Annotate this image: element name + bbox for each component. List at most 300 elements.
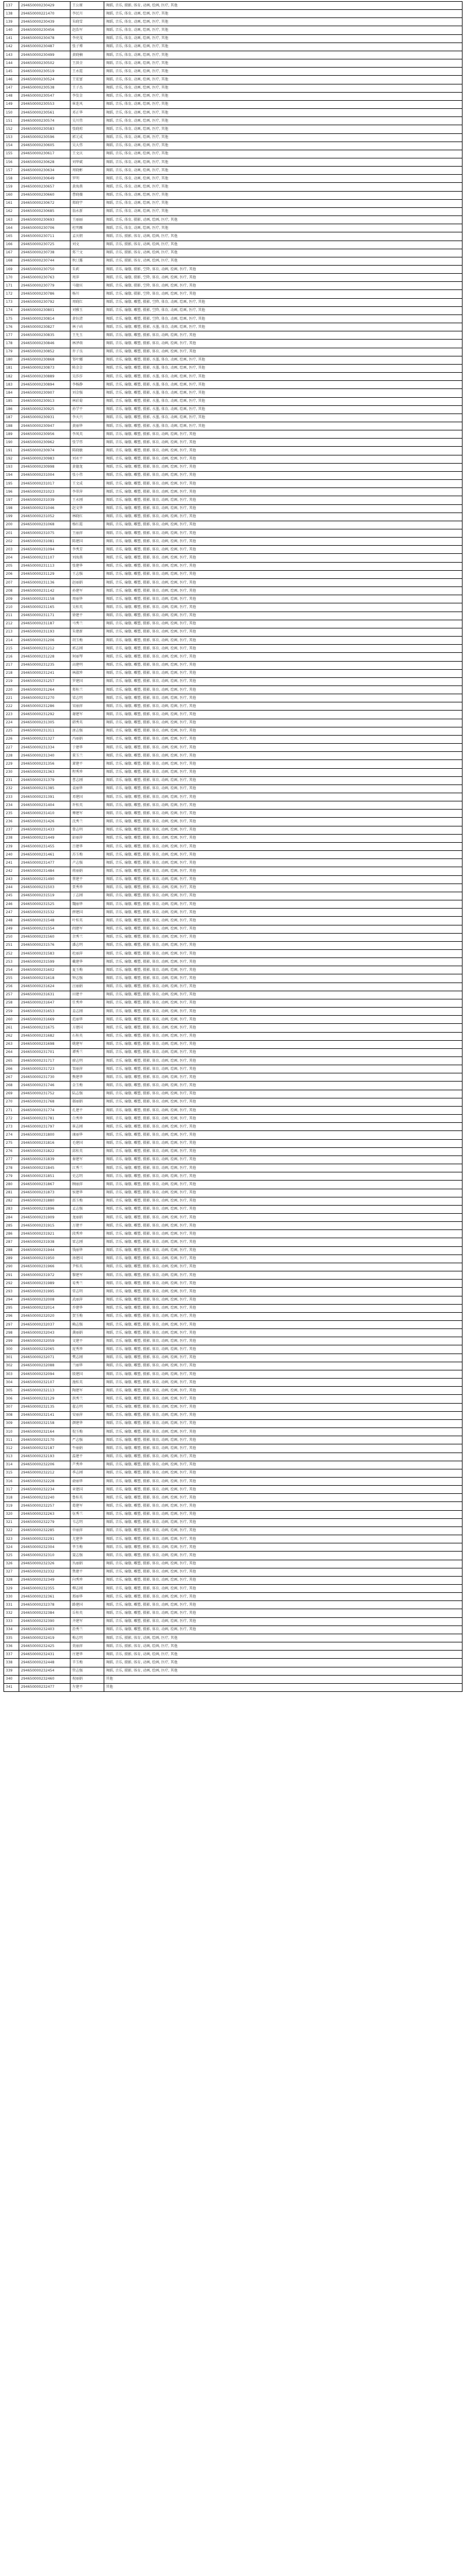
row-index-cell: 205 [4,562,19,570]
row-index-cell: 160 [4,191,19,199]
name-cell: 钱丽华 [70,1246,104,1255]
table-row [4,397,463,405]
id-number-cell: 294650000230931 [19,414,70,422]
id-number-cell: 294650000232014 [19,1304,70,1312]
table-row [4,645,463,653]
row-index-cell: 146 [4,76,19,84]
row-index-cell: 218 [4,669,19,677]
name-cell: 万建平 [70,1222,104,1230]
id-number-cell: 294650000230814 [19,315,70,323]
row-index-cell: 140 [4,26,19,34]
subjects-cell: 舞蹈, 音乐, 瑜伽, 雕塑, 摄影, 空降, 体育, 动画, 绘画, 医疗, 其他 [104,298,463,306]
subjects-cell: 舞蹈, 音乐, 瑜伽, 雕塑, 摄影, 体育, 动画, 绘画, 医疗, 其他 [104,694,463,702]
row-index-cell: 294 [4,1296,19,1304]
row-index-cell: 243 [4,875,19,884]
table-row [4,1230,463,1238]
id-number-cell: 294650000231171 [19,612,70,620]
subjects-cell: 舞蹈, 音乐, 瑜伽, 雕塑, 摄影, 体育, 动画, 绘画, 医疗, 其他 [104,875,463,884]
row-index-cell: 340 [4,1675,19,1683]
table-row [4,1304,463,1312]
id-number-cell: 294650000231356 [19,760,70,768]
table-row [4,810,463,818]
table-row [4,562,463,570]
table-row [4,1486,463,1494]
row-index-cell: 333 [4,1617,19,1626]
id-number-cell: 294650000231075 [19,529,70,538]
row-index-cell: 309 [4,1419,19,1427]
id-number-cell: 294650000230792 [19,298,70,306]
table-row [4,983,463,991]
table-row [4,1263,463,1271]
subjects-cell: 舞蹈, 音乐, 瑜伽, 雕塑, 摄影, 体育, 动画, 绘画, 医疗, 其他 [104,340,463,348]
name-cell: 焦建平 [70,1568,104,1576]
table-row [4,793,463,801]
id-number-cell: 294650000232384 [19,1609,70,1617]
row-index-cell: 234 [4,801,19,810]
row-index-cell: 213 [4,628,19,636]
name-cell: 朱晓雪 [70,18,104,26]
row-index-cell: 186 [4,405,19,414]
row-index-cell: 270 [4,1098,19,1106]
name-cell: 谭秀兰 [70,1048,104,1056]
name-cell: 兰丽华 [70,1362,104,1370]
subjects-cell: 舞蹈, 音乐, 瑜伽, 雕塑, 摄影, 体育, 动画, 绘画, 医疗, 其他 [104,925,463,933]
name-cell: 罗明 [70,175,104,183]
row-index-cell: 305 [4,1387,19,1395]
table-row [4,1024,463,1032]
name-cell: 洪秀兰 [70,1395,104,1403]
id-number-cell: 294650000231264 [19,685,70,694]
id-number-cell: 294650000231292 [19,711,70,719]
subjects-cell: 舞蹈, 音乐, 瑜伽, 雕塑, 摄影, 体育, 动画, 绘画, 医疗, 其他 [104,1535,463,1543]
name-cell: 王永霞 [70,68,104,76]
row-index-cell: 255 [4,974,19,983]
row-index-cell: 336 [4,1642,19,1651]
id-number-cell: 294650000232425 [19,1642,70,1651]
name-cell: 周晓红 [70,298,104,306]
name-cell: 邢丽华 [70,1593,104,1601]
id-number-cell: 294650000231730 [19,1073,70,1082]
row-index-cell: 258 [4,999,19,1007]
id-number-cell: 294650000232206 [19,1461,70,1469]
subjects-cell: 舞蹈, 音乐, 瑜伽, 雕塑, 摄影, 体育, 动画, 绘画, 医疗, 其他 [104,1552,463,1560]
name-cell: 石桂英 [70,1032,104,1040]
row-index-cell: 319 [4,1502,19,1510]
subjects-cell: 舞蹈, 音乐, 瑜伽, 雕塑, 摄影, 体育, 动画, 绘画, 医疗, 其他 [104,949,463,957]
subjects-cell: 舞蹈, 音乐, 瑜伽, 雕塑, 摄影, 体育, 动画, 绘画, 医疗, 其他 [104,595,463,603]
name-cell: 汪丽娟 [70,983,104,991]
table-row [4,1428,463,1436]
subjects-cell: 舞蹈, 音乐, 瑜伽, 雕塑, 摄影, 体育, 动画, 绘画, 医疗, 其他 [104,1436,463,1444]
row-index-cell: 307 [4,1403,19,1411]
name-cell: 卢志强 [70,859,104,867]
roster-table [3,1,463,1692]
id-number-cell: 294650000230801 [19,306,70,315]
row-index-cell: 236 [4,818,19,826]
row-index-cell: 165 [4,232,19,241]
table-row [4,26,463,34]
row-index-cell: 277 [4,1156,19,1164]
name-cell: 陶建军 [70,1387,104,1395]
table-row [4,1370,463,1378]
name-cell: 陈建国 [70,538,104,546]
name-cell: 王允玉 [70,331,104,340]
id-number-cell: 294650000232234 [19,1486,70,1494]
name-cell: 赖志强 [70,1321,104,1329]
id-number-cell: 294650000232378 [19,1601,70,1609]
subjects-cell: 舞蹈, 音乐, 瑜伽, 雕塑, 摄影, 体育, 动画, 绘画, 医疗, 其他 [104,447,463,455]
subjects-cell: 舞蹈, 音乐, 瑜伽, 雕塑, 摄影, 体育, 动画, 绘画, 医疗, 其他 [104,1246,463,1255]
id-number-cell: 294650000232020 [19,1312,70,1320]
row-index-cell: 144 [4,59,19,68]
id-number-cell: 294650000230596 [19,133,70,142]
subjects-cell: 舞蹈, 音乐, 体育, 动画, 绘画, 医疗, 其他 [104,18,463,26]
row-index-cell: 330 [4,1593,19,1601]
name-cell: 廖志明 [70,1057,104,1065]
id-number-cell: 294650000230649 [19,175,70,183]
row-index-cell: 297 [4,1321,19,1329]
name-cell: 郑兰文 [70,249,104,257]
name-cell: 袁丽华 [70,785,104,793]
table-row [4,801,463,810]
id-number-cell: 294650000232088 [19,1362,70,1370]
id-number-cell: 294650000232477 [19,1683,70,1691]
id-number-cell: 294650000231938 [19,1238,70,1246]
id-number-cell: 294650000231909 [19,1213,70,1221]
subjects-cell: 舞蹈, 音乐, 体育, 动画, 绘画, 医疗, 其他 [104,84,463,92]
subjects-cell: 舞蹈, 音乐, 瑜伽, 雕塑, 摄影, 体育, 动画, 绘画, 医疗, 其他 [104,677,463,685]
subjects-cell: 舞蹈, 音乐, 瑜伽, 雕塑, 摄影, 体育, 动画, 绘画, 医疗, 其他 [104,1461,463,1469]
row-index-cell: 275 [4,1139,19,1147]
id-number-cell: 294650000230947 [19,422,70,430]
id-number-cell: 294650000231944 [19,1246,70,1255]
table-row [4,1609,463,1617]
subjects-cell: 舞蹈, 音乐, 瑜伽, 雕塑, 摄影, 体育, 动画, 绘画, 医疗, 其他 [104,1255,463,1263]
subjects-cell: 舞蹈, 音乐, 瑜伽, 雕塑, 摄影, 体育, 动画, 绘画, 医疗, 其他 [104,1197,463,1205]
subjects-cell: 舞蹈, 音乐, 瑜伽, 雕塑, 摄影, 体育, 动画, 绘画, 医疗, 其他 [104,1280,463,1288]
table-row [4,760,463,768]
subjects-cell: 舞蹈, 音乐, 瑜伽, 雕塑, 摄影, 体育, 动画, 绘画, 医疗, 其他 [104,1032,463,1040]
table-row [4,867,463,875]
row-index-cell: 212 [4,620,19,628]
subjects-cell: 舞蹈, 音乐, 瑜伽, 雕塑, 摄影, 体育, 动画, 绘画, 医疗, 其他 [104,1526,463,1535]
name-cell: 李天兴 [70,414,104,422]
table-row [4,232,463,241]
table-row [4,298,463,306]
subjects-cell: 舞蹈, 音乐, 瑜伽, 雕塑, 摄影, 体育, 动画, 绘画, 医疗, 其他 [104,1040,463,1048]
id-number-cell: 294650000230672 [19,199,70,207]
id-number-cell: 294650000232279 [19,1518,70,1526]
id-number-cell: 294650000232448 [19,1659,70,1667]
row-index-cell: 206 [4,570,19,578]
id-number-cell: 294650000232059 [19,1337,70,1345]
name-cell: 谢建军 [70,711,104,719]
id-number-cell: 294650000231519 [19,892,70,900]
row-index-cell: 254 [4,966,19,974]
table-row [4,991,463,999]
table-row [4,68,463,76]
row-index-cell: 335 [4,1634,19,1642]
name-cell: 黄丽华 [70,422,104,430]
subjects-cell: 舞蹈, 音乐, 瑜伽, 雕塑, 摄影, 体育, 动画, 绘画, 医疗, 其他 [104,842,463,850]
table-row [4,677,463,685]
row-index-cell: 293 [4,1288,19,1296]
name-cell: 彭丽萍 [70,834,104,842]
id-number-cell: 294650000232037 [19,1321,70,1329]
name-cell: 陈金金 [70,364,104,372]
name-cell: 秦建军 [70,1156,104,1164]
table-row [4,1090,463,1098]
name-cell: 高建明 [70,661,104,669]
subjects-cell: 舞蹈, 音乐, 瑜伽, 雕塑, 摄影, 体育, 动画, 绘画, 医疗, 其他 [104,974,463,983]
table-row [4,389,463,397]
subjects-cell: 舞蹈, 音乐, 体育, 动画, 绘画, 医疗, 其他 [104,224,463,232]
name-cell: 段秀珍 [70,1230,104,1238]
table-row [4,1395,463,1403]
name-cell: 张子博 [70,43,104,51]
row-index-cell: 263 [4,1040,19,1048]
row-index-cell: 179 [4,348,19,356]
name-cell: 郑晓宇 [70,199,104,207]
subjects-cell: 舞蹈, 音乐, 瑜伽, 雕塑, 摄影, 体育, 动画, 绘画, 医疗, 其他 [104,1024,463,1032]
name-cell: 龚丽娟 [70,1329,104,1337]
row-index-cell: 317 [4,1486,19,1494]
subjects-cell: 舞蹈, 音乐, 瑜伽, 雕塑, 摄影, 体育, 动画, 绘画, 医疗, 其他 [104,1403,463,1411]
row-index-cell: 158 [4,175,19,183]
subjects-cell: 舞蹈, 音乐, 摄影, 体育, 动画, 绘画, 医疗, 其他 [104,249,463,257]
row-index-cell: 157 [4,167,19,175]
name-cell: 伍秀兰 [70,1510,104,1518]
row-index-cell: 296 [4,1312,19,1320]
name-cell: 齐建军 [70,1617,104,1626]
table-row [4,1526,463,1535]
name-cell: 王文成 [70,480,104,488]
subjects-cell: 舞蹈, 音乐, 体育, 动画, 绘画, 医疗, 其他 [104,100,463,108]
id-number-cell: 294650000231023 [19,488,70,496]
subjects-cell: 舞蹈, 音乐, 瑜伽, 雕塑, 摄影, 空降, 体育, 动画, 绘画, 医疗, 其他 [104,315,463,323]
table-row [4,290,463,298]
table-row [4,892,463,900]
id-number-cell: 294650000230538 [19,84,70,92]
subjects-cell: 舞蹈, 音乐, 瑜伽, 雕塑, 摄影, 体育, 动画, 绘画, 医疗, 其他 [104,1510,463,1518]
row-index-cell: 210 [4,603,19,612]
table-row [4,92,463,100]
subjects-cell: 舞蹈, 音乐, 瑜伽, 雕塑, 摄影, 体育, 动画, 绘画, 医疗, 其他 [104,685,463,694]
id-number-cell: 294650000231158 [19,595,70,603]
row-index-cell: 223 [4,711,19,719]
name-cell: 颜建华 [70,1419,104,1427]
id-number-cell: 294650000232065 [19,1345,70,1354]
id-number-cell: 294650000231781 [19,1115,70,1123]
name-cell: 陆志强 [70,1090,104,1098]
id-number-cell: 294650000232113 [19,1387,70,1395]
id-number-cell: 294650000232349 [19,1576,70,1584]
id-number-cell: 294650000231972 [19,1271,70,1280]
name-cell: 温建平 [70,1453,104,1461]
id-number-cell: 294650000231305 [19,719,70,727]
subjects-cell: 舞蹈, 音乐, 瑜伽, 雕塑, 摄影, 体育, 动画, 绘画, 医疗, 其他 [104,859,463,867]
name-cell: 李秀芳 [70,546,104,554]
id-number-cell: 294650000230657 [19,183,70,191]
table-row [4,455,463,463]
table-row [4,999,463,1007]
table-row [4,1518,463,1526]
name-cell: 许子良 [70,348,104,356]
id-number-cell: 294650000231624 [19,983,70,991]
table-row [4,76,463,84]
subjects-cell: 舞蹈, 音乐, 瑜伽, 雕塑, 摄影, 体育, 动画, 绘画, 医疗, 其他 [104,1486,463,1494]
id-number-cell: 294650000232285 [19,1526,70,1535]
id-number-cell: 294650000230605 [19,142,70,150]
name-cell: 王志强 [70,570,104,578]
subjects-cell: 舞蹈, 音乐, 瑜伽, 雕塑, 摄影, 体育, 动画, 绘画, 医疗, 其他 [104,900,463,909]
name-cell: 王洪全 [70,59,104,68]
subjects-cell: 舞蹈, 音乐, 瑜伽, 雕塑, 摄影, 体育, 动画, 绘画, 医疗, 其他 [104,455,463,463]
table-row [4,1461,463,1469]
row-index-cell: 312 [4,1444,19,1453]
id-number-cell: 294650000232291 [19,1535,70,1543]
subjects-cell: 舞蹈, 音乐, 摄影, 体育, 动画, 绘画, 医疗, 其他 [104,232,463,241]
id-number-cell: 294650000232228 [19,1477,70,1485]
row-index-cell: 201 [4,529,19,538]
table-row [4,1321,463,1329]
id-number-cell: 294650000231618 [19,974,70,983]
id-number-cell: 294650000230827 [19,323,70,331]
table-row [4,587,463,595]
id-number-cell: 294650000232403 [19,1626,70,1634]
name-cell: 马德宾 [70,282,104,290]
subjects-cell: 舞蹈, 音乐, 瑜伽, 雕塑, 摄影, 水墨, 体育, 动画, 绘画, 医疗, 其他 [104,381,463,389]
id-number-cell: 294650000232129 [19,1395,70,1403]
row-index-cell: 334 [4,1626,19,1634]
subjects-cell: 舞蹈, 音乐, 瑜伽, 雕塑, 摄影, 体育, 动画, 绘画, 医疗, 其他 [104,1082,463,1090]
row-index-cell: 327 [4,1568,19,1576]
row-index-cell: 211 [4,612,19,620]
name-cell: 王永刚 [70,496,104,504]
id-number-cell: 294650000232304 [19,1543,70,1552]
subjects-cell: 舞蹈, 音乐, 瑜伽, 雕塑, 摄影, 体育, 动画, 绘画, 医疗, 其他 [104,1156,463,1164]
id-number-cell: 294650000231701 [19,1048,70,1056]
table-row [4,859,463,867]
table-row [4,620,463,628]
subjects-cell: 舞蹈, 音乐, 瑜伽, 雕塑, 摄影, 体育, 动画, 绘画, 医疗, 其他 [104,744,463,752]
table-row [4,1345,463,1354]
row-index-cell: 253 [4,958,19,966]
subjects-cell: 舞蹈, 音乐, 瑜伽, 雕塑, 摄影, 体育, 动画, 绘画, 医疗, 其他 [104,1494,463,1502]
table-row [4,422,463,430]
id-number-cell: 294650000231995 [19,1288,70,1296]
table-row [4,1016,463,1024]
row-index-cell: 322 [4,1526,19,1535]
subjects-cell: 舞蹈, 音乐, 瑜伽, 雕塑, 摄影, 体育, 动画, 绘画, 医疗, 其他 [104,983,463,991]
table-row [4,496,463,504]
name-cell: 钟志强 [70,974,104,983]
subjects-cell: 舞蹈, 音乐, 瑜伽, 雕塑, 摄影, 体育, 动画, 绘画, 医疗, 其他 [104,578,463,586]
table-row [4,1568,463,1576]
row-index-cell: 170 [4,274,19,282]
row-index-cell: 290 [4,1263,19,1271]
table-row [4,241,463,249]
id-number-cell: 294650000231193 [19,628,70,636]
subjects-cell: 舞蹈, 音乐, 瑜伽, 雕塑, 摄影, 体育, 动画, 绘画, 医疗, 其他 [104,1238,463,1246]
name-cell: 孟庆朝 [70,232,104,241]
name-cell: 常志明 [70,1288,104,1296]
name-cell: 曾志明 [70,826,104,834]
table-row [4,925,463,933]
row-index-cell: 167 [4,249,19,257]
name-cell: 曹晓薇 [70,191,104,199]
table-row [4,381,463,389]
row-index-cell: 164 [4,224,19,232]
id-number-cell: 294650000230925 [19,405,70,414]
id-number-cell: 294650000231797 [19,1123,70,1131]
name-cell: 周丽华 [70,595,104,603]
subjects-cell: 舞蹈, 音乐, 瑜伽, 雕塑, 摄影, 体育, 动画, 绘画, 医疗, 其他 [104,776,463,785]
row-index-cell: 301 [4,1354,19,1362]
name-cell: 孙建军 [70,587,104,595]
table-row [4,785,463,793]
id-number-cell: 294650000231455 [19,842,70,850]
subjects-cell: 舞蹈, 音乐, 瑜伽, 雕塑, 摄影, 体育, 动画, 绘画, 医疗, 其他 [104,1568,463,1576]
name-cell: 李民川 [70,10,104,18]
row-index-cell: 227 [4,744,19,752]
subjects-cell: 舞蹈, 音乐, 瑜伽, 雕塑, 摄影, 体育, 动画, 绘画, 医疗, 其他 [104,1518,463,1526]
subjects-cell: 舞蹈, 音乐, 体育, 动画, 绘画, 医疗, 其他 [104,76,463,84]
subjects-cell: 舞蹈, 音乐, 瑜伽, 雕塑, 摄影, 体育, 动画, 绘画, 医疗, 其他 [104,892,463,900]
row-index-cell: 189 [4,430,19,439]
subjects-cell: 舞蹈, 音乐, 瑜伽, 雕塑, 摄影, 体育, 动画, 绘画, 医疗, 其他 [104,727,463,735]
table-row [4,1172,463,1181]
id-number-cell: 294650000231921 [19,1230,70,1238]
id-number-cell: 294650000232361 [19,1593,70,1601]
table-row [4,274,463,282]
subjects-cell: 舞蹈, 音乐, 瑜伽, 雕塑, 摄影, 体育, 动画, 绘画, 医疗, 其他 [104,1387,463,1395]
subjects-cell: 舞蹈, 音乐, 瑜伽, 雕塑, 摄影, 体育, 动画, 绘画, 医疗, 其他 [104,834,463,842]
row-index-cell: 320 [4,1510,19,1518]
name-cell: 易秀兰 [70,1280,104,1288]
id-number-cell: 294650000230502 [19,59,70,68]
row-index-cell: 272 [4,1115,19,1123]
name-cell: 范丽华 [70,1016,104,1024]
row-index-cell: 262 [4,1032,19,1040]
row-index-cell: 219 [4,677,19,685]
id-number-cell: 294650000232094 [19,1370,70,1378]
table-row [4,661,463,669]
id-number-cell: 294650000231816 [19,1139,70,1147]
id-number-cell: 294650000230478 [19,34,70,43]
id-number-cell: 294650000231334 [19,744,70,752]
id-number-cell: 294650000231228 [19,653,70,661]
name-cell: 王丽丽 [70,216,104,224]
subjects-cell: 舞蹈, 音乐, 瑜伽, 雕塑, 摄影, 体育, 动画, 绘画, 医疗, 其他 [104,851,463,859]
id-number-cell: 294650000231647 [19,999,70,1007]
row-index-cell: 248 [4,917,19,925]
table-row [4,1659,463,1667]
name-cell: 祝丽娟 [70,1675,104,1683]
row-index-cell: 302 [4,1362,19,1370]
id-number-cell: 294650000230835 [19,331,70,340]
table-row [4,1073,463,1082]
table-row [4,405,463,414]
table-row [4,51,463,59]
subjects-cell: 舞蹈, 音乐, 瑜伽, 雕塑, 摄影, 体育, 动画, 绘画, 医疗, 其他 [104,1419,463,1427]
row-index-cell: 314 [4,1461,19,1469]
name-cell: 徐建平 [70,612,104,620]
name-cell: 雷志刚 [70,1238,104,1246]
subjects-cell: 舞蹈, 音乐, 摄影, 体育, 动画, 绘画, 医疗, 其他 [104,1634,463,1642]
subjects-cell: 舞蹈, 音乐, 体育, 动画, 绘画, 医疗, 其他 [104,26,463,34]
row-index-cell: 313 [4,1453,19,1461]
